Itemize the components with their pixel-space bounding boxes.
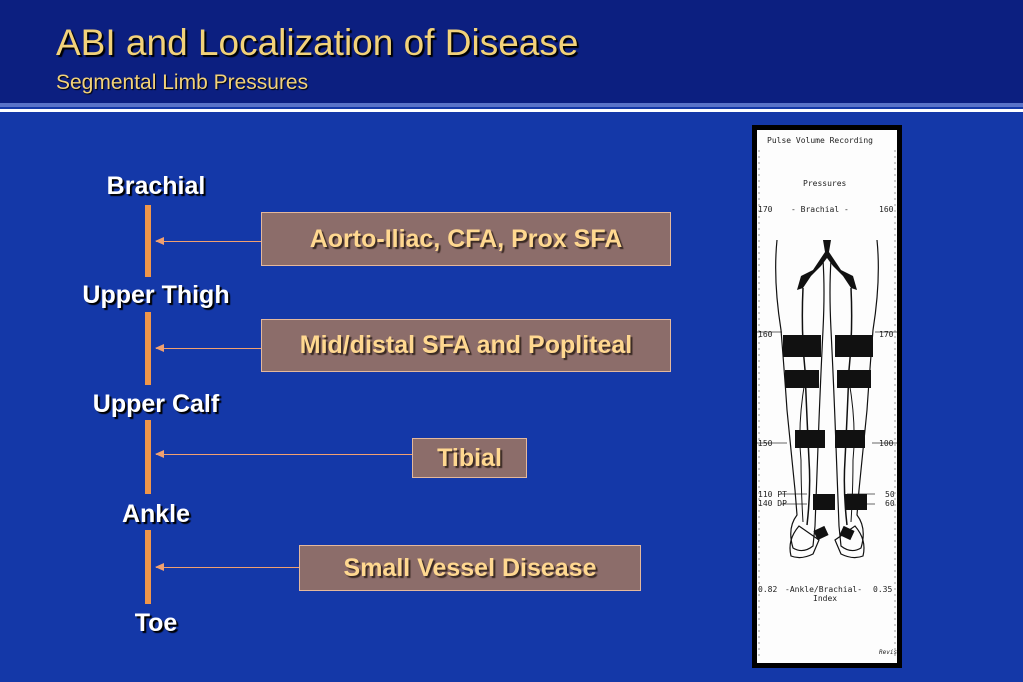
pvr-index-label: Index [813, 594, 838, 603]
pvr-title: Pulse Volume Recording [767, 136, 873, 145]
pvr-brachial-right: 160 [879, 205, 894, 214]
pvr-pressures-label: Pressures [803, 179, 847, 188]
finding-box-mid-distal-sfa: Mid/distal SFA and Popliteal [261, 319, 671, 372]
header-divider [0, 103, 1023, 107]
level-label-upper-thigh: Upper Thigh [82, 281, 230, 309]
pvr-abi-right: 0.35 [873, 585, 893, 594]
level-label-toe: Toe [134, 609, 178, 637]
pvr-thigh-right: 170 [879, 330, 894, 339]
segment-connector [145, 312, 151, 385]
pvr-pt-right: 50 [885, 490, 895, 499]
pvr-thigh-left: 160 [758, 330, 773, 339]
pvr-abi-label: -Ankle/Brachial- [785, 585, 863, 594]
pvr-calf-right: 100 [879, 439, 894, 448]
segment-connector [145, 420, 151, 494]
slide-title: ABI and Localization of Disease [56, 22, 579, 63]
pvr-pt-left: 110 PT [758, 490, 787, 499]
header-divider-white [0, 109, 1023, 112]
pvr-report-sheet [757, 130, 897, 663]
pvr-abi-left: 0.82 [758, 585, 778, 594]
pvr-report-image [752, 125, 902, 668]
arrow-left-icon [156, 567, 299, 568]
level-label-upper-calf: Upper Calf [92, 390, 220, 418]
segment-connector [145, 530, 151, 604]
finding-box-aorto-iliac: Aorto-Iliac, CFA, Prox SFA [261, 212, 671, 266]
level-label-brachial: Brachial [106, 172, 206, 200]
arrow-left-icon [156, 241, 261, 242]
pvr-dp-right: 60 [885, 499, 895, 508]
pvr-calf-left: 150 [758, 439, 773, 448]
level-label-ankle: Ankle [121, 500, 191, 528]
pvr-footer: Revis [879, 649, 897, 656]
finding-box-tibial: Tibial [412, 438, 527, 478]
arrow-left-icon [156, 348, 261, 349]
segment-connector [145, 205, 151, 277]
slide-subtitle: Segmental Limb Pressures [56, 71, 309, 94]
pvr-dp-left: 140 DP [758, 499, 787, 508]
arrow-left-icon [156, 454, 412, 455]
pvr-brachial-left: 170 [758, 205, 773, 214]
pvr-brachial-label: - Brachial - [791, 205, 849, 214]
finding-box-small-vessel: Small Vessel Disease [299, 545, 641, 591]
